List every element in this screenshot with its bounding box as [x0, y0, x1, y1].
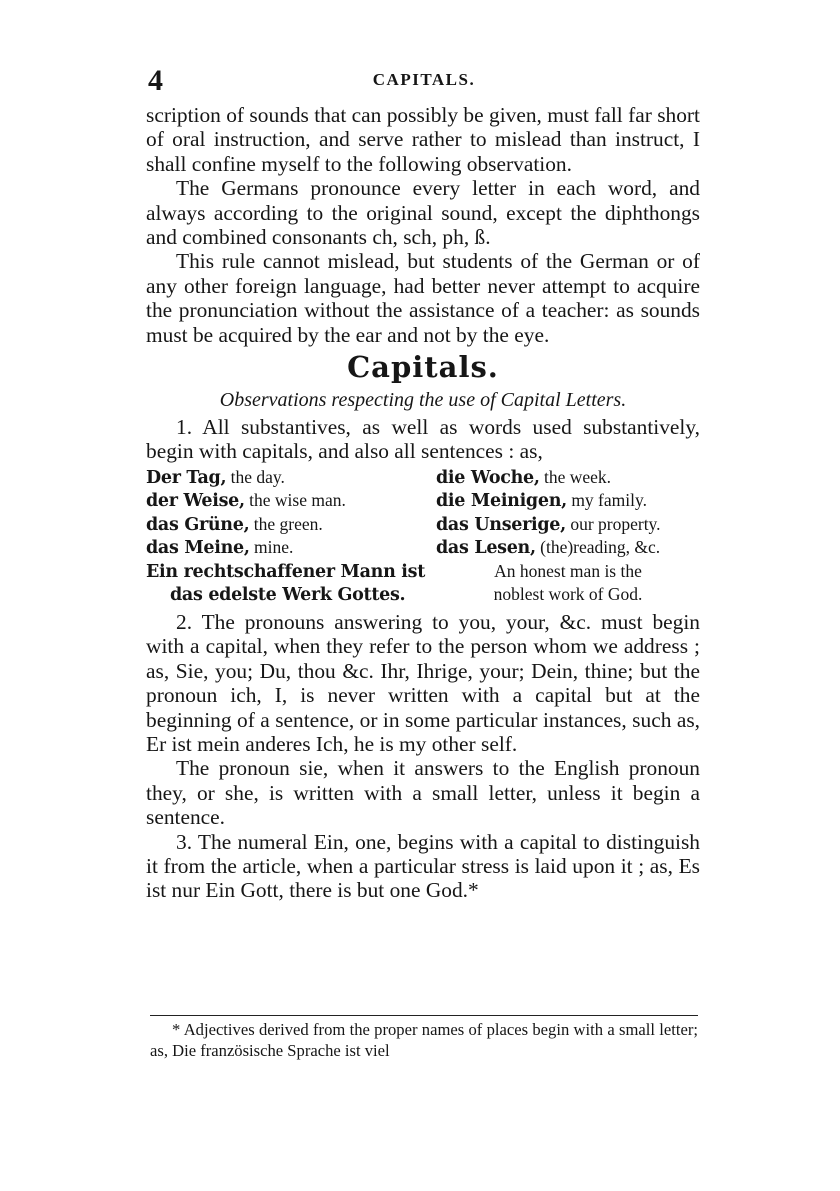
english-gloss: the green.: [253, 513, 323, 534]
english-gloss: mine.: [254, 537, 294, 558]
example-row: [146, 513, 700, 537]
german-word: der Weise,: [146, 491, 245, 512]
example-row-long: [146, 583, 700, 607]
example-row: [146, 466, 700, 490]
section-subtitle: Observations respecting the use of Capital Letters.: [219, 389, 627, 412]
german-word: Der Tag,: [146, 467, 227, 488]
page-header: [148, 62, 700, 98]
english-gloss: (the)reading, &c.: [540, 537, 661, 558]
german-word: das Lesen,: [436, 538, 536, 559]
english-gloss: our property.: [570, 513, 661, 534]
footnote: [150, 1019, 698, 1061]
example-row: [146, 536, 700, 560]
intro-paragraph: The Germans pronounce every letter in each word, and always according to the original sound, except the diphthongs and combined consonants ch, sch, ph, ß.: [146, 176, 700, 250]
footnote-divider: [150, 1015, 698, 1016]
intro-paragraph: scription of sounds that can possibly be given, must fall far short of oral instruction, and serve rather to mislead than instruct, I shall confine myself to the following observation.: [146, 103, 700, 176]
rule-paragraph: 1. All substantives, as well as words used substantively, begin with capitals, and also all sentences : as,: [146, 415, 700, 464]
footnote-text: * Adjectives derived from the proper names of places begin with a small letter; as, Die französische Sprache ist viel: [150, 1020, 698, 1060]
german-word: das Grüne,: [146, 514, 250, 535]
english-gloss: the week.: [544, 466, 612, 487]
intro-paragraph: This rule cannot mislead, but students of the German or of any other foreign language, had better never attempt to acquire the pronunciation without the assistance of a teacher: as sounds must be acquired by the ear and not by the eye.: [146, 249, 700, 347]
english-sentence: noblest work of God.: [493, 584, 643, 605]
rule-paragraph: The pronoun sie, when it answers to the English pronoun they, or she, is written with a small letter, unless it begin a sentence.: [146, 756, 700, 830]
german-word: das Unserige,: [436, 514, 566, 535]
rule-paragraph: 3. The numeral Ein, one, begins with a capital to distinguish it from the article, when a particular stress is laid upon it ; as, Es ist nur Ein Gott, there is but one God.*: [146, 829, 700, 903]
english-gloss: the day.: [230, 466, 285, 487]
section-heading: Capitals.: [347, 350, 499, 385]
example-row-long: [146, 560, 700, 584]
english-gloss: my family.: [571, 490, 647, 511]
examples-table: [146, 466, 700, 607]
german-sentence: das edelste Werk Gottes.: [170, 585, 406, 606]
page-number: 4: [148, 64, 163, 97]
english-sentence: An honest man is the: [494, 560, 642, 581]
german-word: das Meine,: [146, 538, 250, 559]
german-sentence: Ein rechtschaffener Mann ist: [146, 561, 425, 582]
german-word: die Woche,: [436, 467, 540, 488]
running-head: CAPITALS.: [372, 70, 476, 89]
german-word: die Meinigen,: [436, 491, 567, 512]
english-gloss: the wise man.: [249, 490, 346, 511]
example-row: [146, 489, 700, 513]
rule-paragraph: 2. The pronouns answering to you, your, &c. must begin with a capital, when they refer to the person whom we address ; as, Sie, you; Du, thou &c. Ihr, Ihrige, your; Dein, thine; but the pronoun ich, I, is never written with a capital but at the beginning of a sentence, or in some particular instances, such as, Er ist mein anderes Ich, he is my other self.: [146, 609, 700, 756]
body-text: [146, 103, 700, 903]
